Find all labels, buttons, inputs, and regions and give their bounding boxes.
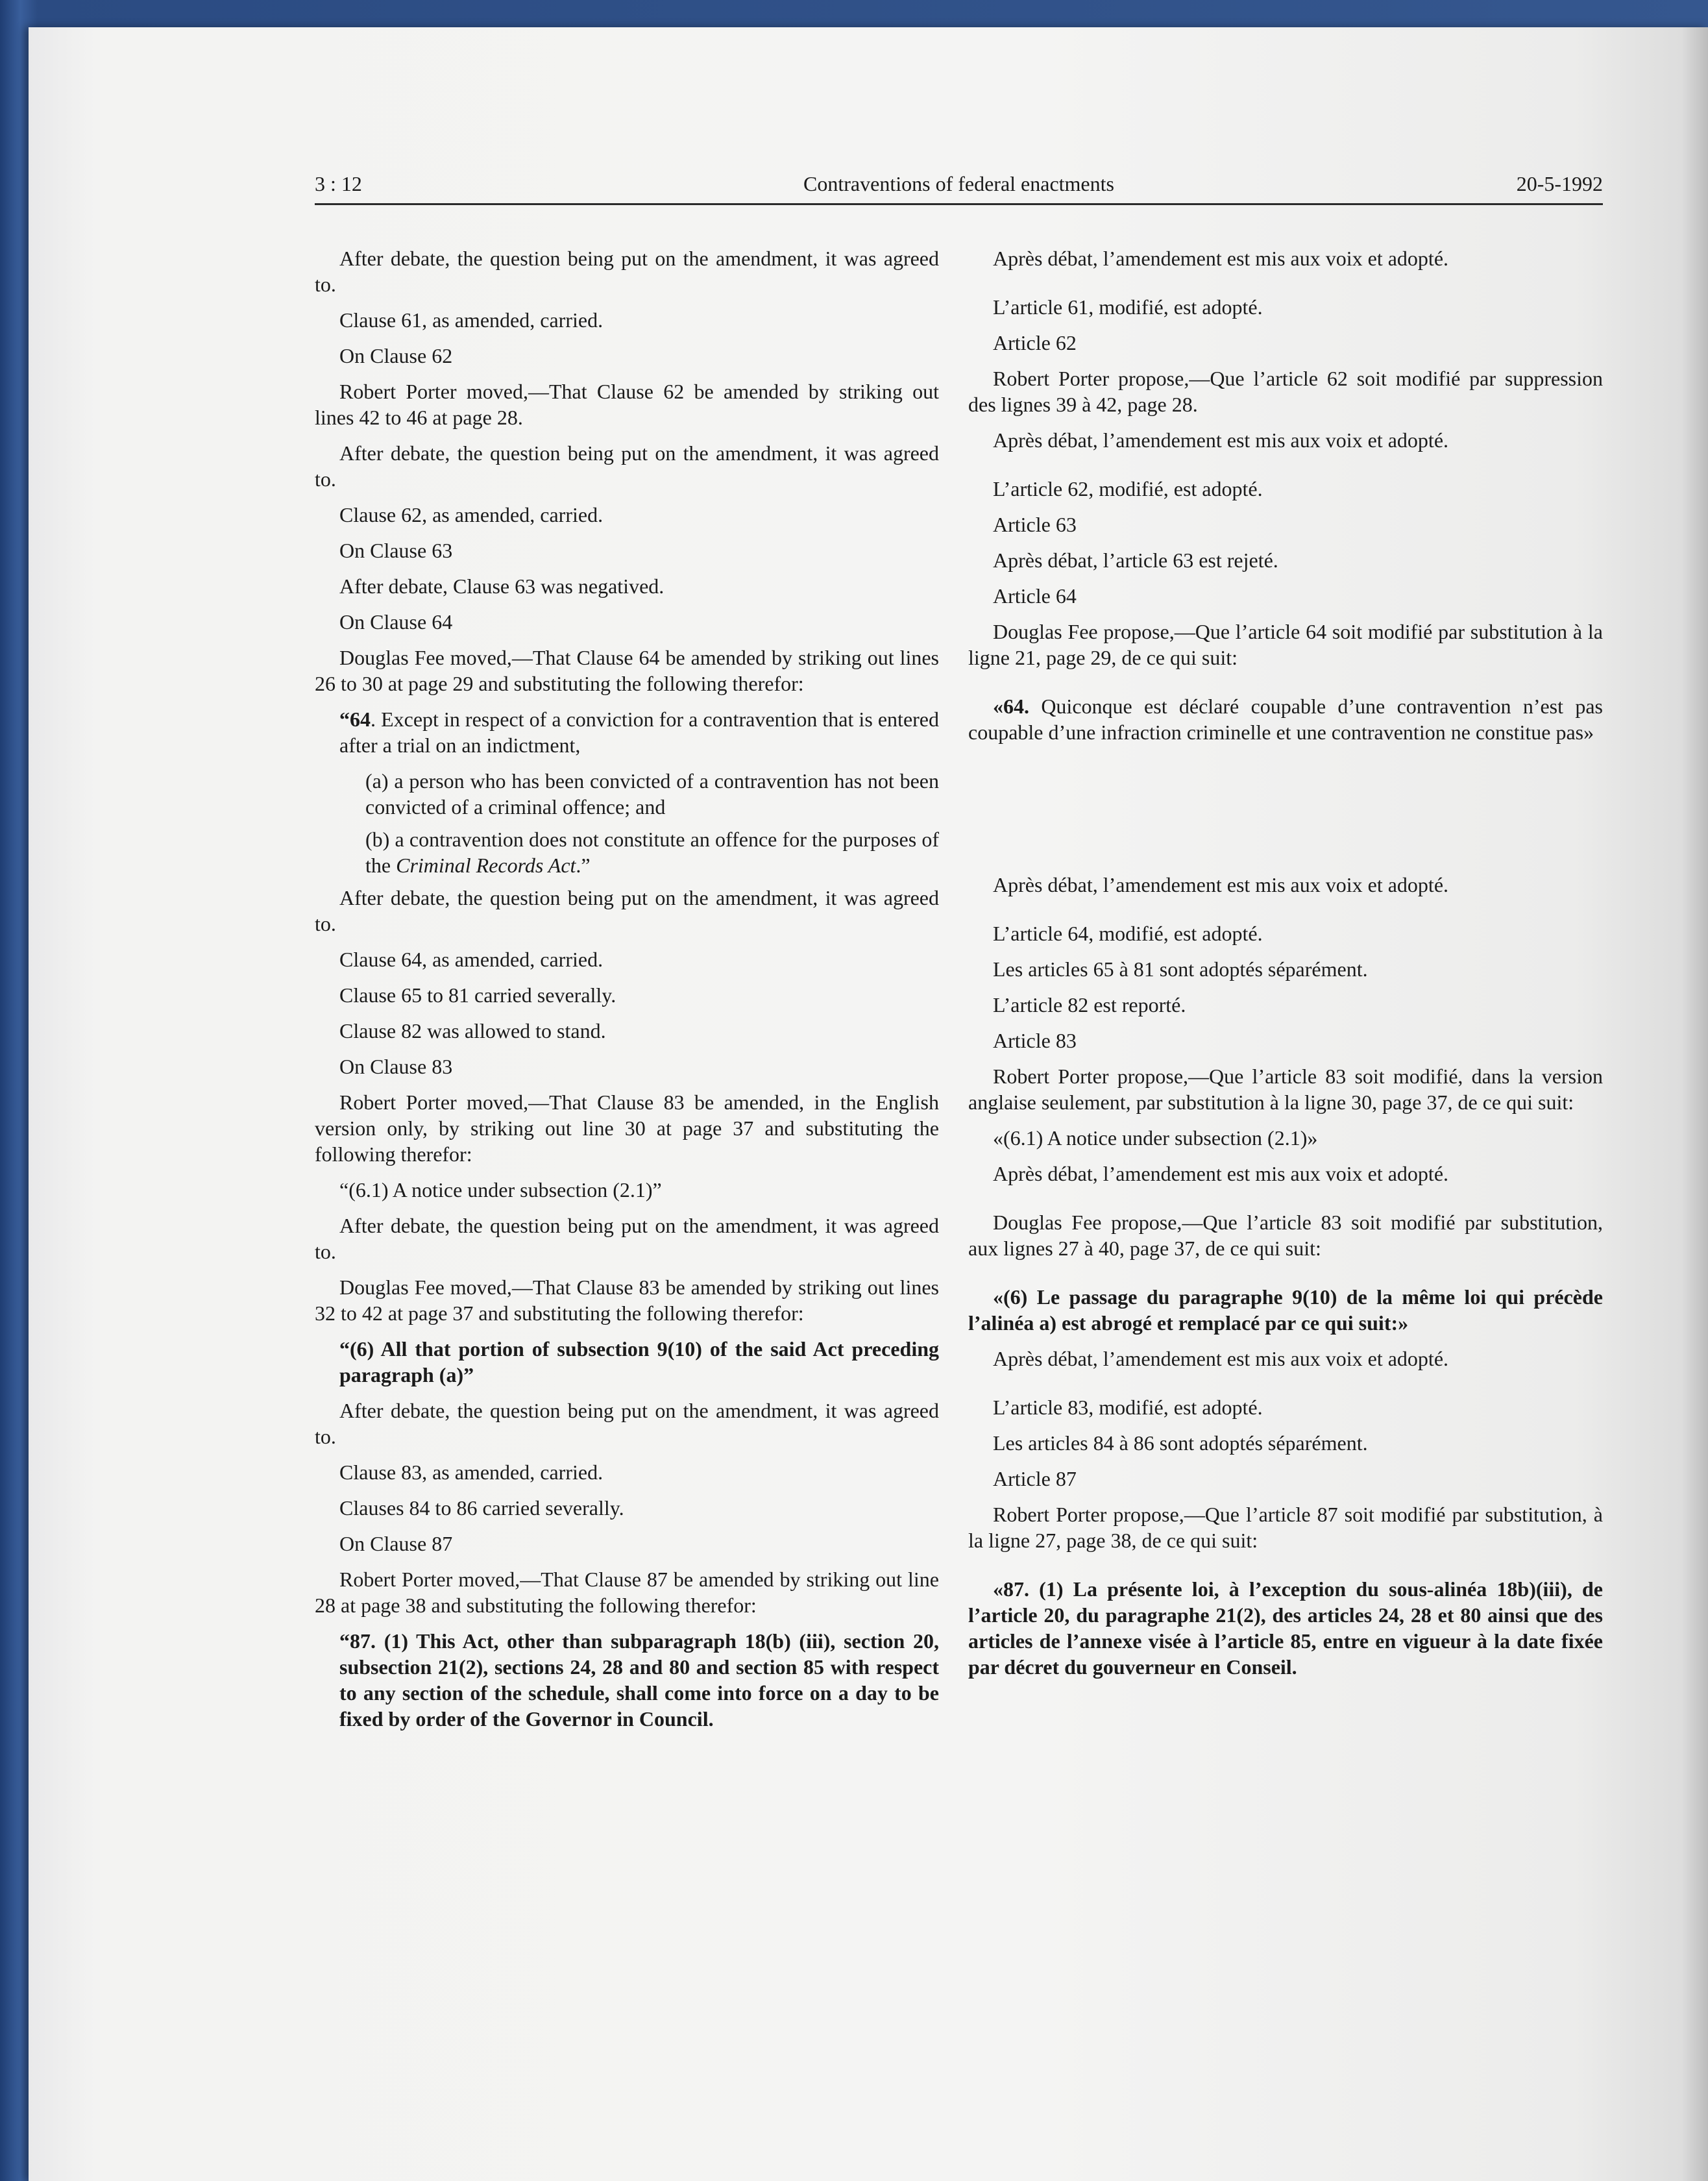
paragraph: Après débat, l’article 63 est rejeté. bbox=[993, 548, 1278, 572]
spacer bbox=[968, 680, 1603, 693]
motion: Robert Porter moved,—That Clause 83 be amended, in the English version only, by striking out line 30 at page 37 and substituting the following therefor: bbox=[315, 1090, 939, 1166]
amendment-text: «(6) Le passage du paragraphe 9(10) de la même loi qui précède l’alinéa a) est abrogé et remplacé par ce qui suit:» bbox=[968, 1285, 1603, 1335]
page-date: 20-5-1992 bbox=[1516, 172, 1603, 195]
amendment-text bbox=[339, 706, 939, 758]
page-number: 3 : 12 bbox=[315, 172, 362, 195]
paragraph: Après débat, l’amendement est mis aux voix et adopté. bbox=[993, 873, 1449, 896]
clause-heading: Article 83 bbox=[993, 1029, 1077, 1052]
paragraph: L’article 64, modifié, est adopté. bbox=[993, 922, 1263, 945]
paragraph: Clauses 84 to 86 carried severally. bbox=[339, 1496, 624, 1520]
paragraph: L’article 83, modifié, est adopté. bbox=[993, 1396, 1263, 1419]
amendment-paragraph-b bbox=[365, 826, 939, 878]
french-column bbox=[968, 245, 1603, 1690]
paragraph: Après débat, l’amendement est mis aux voix et adopté. bbox=[993, 247, 1449, 270]
motion: Robert Porter propose,—Que l’article 83 soit modifié, dans la version anglaise seulement, par substitution à la ligne 30, page 37, de ce qui suit: bbox=[968, 1065, 1603, 1114]
paragraph: Les articles 84 à 86 sont adoptés séparément. bbox=[993, 1431, 1368, 1455]
motion: Robert Porter propose,—Que l’article 62 soit modifié par suppression des lignes 39 à 42, page 28. bbox=[968, 367, 1603, 416]
motion: Douglas Fee propose,—Que l’article 83 soit modifié par substitution, aux lignes 27 à 40, page 37, de ce qui suit: bbox=[968, 1211, 1603, 1260]
amendment-text: «87. (1) La présente loi, à l’exception du sous-alinéa 18b)(iii), de l’article 20, du paragraphe 21(2), des articles 24, 28 et 80 ainsi que des articles de l’annexe visée à l’article 85, entre en vigueur à la date fixée par décret du gouverneur en Conseil. bbox=[968, 1577, 1603, 1679]
spacer bbox=[968, 1563, 1603, 1576]
paragraph: After debate, the question being put on the amendment, it was agreed to. bbox=[315, 1214, 939, 1263]
paragraph: Après débat, l’amendement est mis aux voix et adopté. bbox=[993, 1347, 1449, 1370]
paragraph: After debate, the question being put on the amendment, it was agreed to. bbox=[315, 247, 939, 296]
page-edge bbox=[1682, 27, 1708, 2181]
spacer bbox=[968, 1196, 1603, 1209]
motion: Robert Porter moved,—That Clause 62 be amended by striking out lines 42 to 46 at page 28. bbox=[315, 380, 939, 429]
paragraph: Les articles 65 à 81 sont adoptés séparément. bbox=[993, 957, 1368, 981]
running-title: Contraventions of federal enactments bbox=[803, 172, 1114, 195]
clause-heading: On Clause 83 bbox=[339, 1055, 453, 1078]
spacer bbox=[968, 1271, 1603, 1284]
paragraph: Clause 64, as amended, carried. bbox=[339, 948, 604, 971]
spacer bbox=[968, 281, 1603, 294]
spacer bbox=[968, 1381, 1603, 1394]
paragraph: Après débat, l’amendement est mis aux voix et adopté. bbox=[993, 1162, 1449, 1185]
spacer bbox=[968, 755, 1603, 872]
paragraph: Clause 62, as amended, carried. bbox=[339, 503, 604, 526]
paragraph: L’article 61, modifié, est adopté. bbox=[993, 295, 1263, 319]
clause-heading: Article 62 bbox=[993, 331, 1077, 354]
clause-heading: Article 63 bbox=[993, 513, 1077, 536]
motion: Douglas Fee moved,—That Clause 64 be amended by striking out lines 26 to 30 at page 29 and substituting the following therefor: bbox=[315, 646, 939, 695]
amendment-text: “(6.1) A notice under subsection (2.1)” bbox=[339, 1178, 662, 1201]
amendment-paragraph-b-text: (b) a contravention does not constitute an offence for the purposes of the bbox=[365, 828, 939, 877]
english-column bbox=[315, 245, 939, 1742]
act-title: Criminal Records Act bbox=[396, 854, 576, 877]
spacer bbox=[968, 907, 1603, 920]
paragraph: After debate, the question being put on the amendment, it was agreed to. bbox=[315, 441, 939, 491]
paragraph: L’article 82 est reporté. bbox=[993, 993, 1186, 1017]
paragraph: After debate, Clause 63 was negatived. bbox=[339, 574, 665, 598]
paragraph: Clause 61, as amended, carried. bbox=[339, 308, 604, 332]
amendment-text bbox=[968, 693, 1603, 745]
amendment-text: “87. (1) This Act, other than subparagraph 18(b) (iii), section 20, subsection 21(2), sections 24, 28 and 80 and section 85 with respect to any section of the schedule, shall come into force on a day to be fixed by order of the Governor in Council. bbox=[339, 1629, 939, 1731]
clause-heading: On Clause 62 bbox=[339, 344, 453, 367]
motion: Robert Porter moved,—That Clause 87 be amended by striking out line 28 at page 38 and substituting the following therefor: bbox=[315, 1568, 939, 1617]
clause-heading: On Clause 63 bbox=[339, 539, 453, 562]
paragraph: Clause 83, as amended, carried. bbox=[339, 1460, 604, 1484]
page-header bbox=[315, 172, 1603, 205]
amendment-body: . Except in respect of a conviction for a contravention that is entered after a trial on an indictment, bbox=[339, 708, 939, 757]
amendment-number: “64 bbox=[339, 708, 371, 731]
clause-heading: Article 87 bbox=[993, 1467, 1077, 1490]
motion: Robert Porter propose,—Que l’article 87 soit modifié par substitution, à la ligne 27, page 38, de ce qui suit: bbox=[968, 1503, 1603, 1552]
spacer bbox=[968, 463, 1603, 476]
amendment-body: Quiconque est déclaré coupable d’une contravention n’est pas coupable d’une infraction criminelle et une contravention ne constitue pas» bbox=[968, 695, 1603, 744]
motion: Douglas Fee moved,—That Clause 83 be amended by striking out lines 32 to 42 at page 37 and substituting the following therefor: bbox=[315, 1275, 939, 1325]
amendment-text: “(6) All that portion of subsection 9(10) of the said Act preceding paragraph (a)” bbox=[339, 1337, 939, 1386]
amendment-number: «64. bbox=[993, 695, 1029, 718]
clause-heading: Article 64 bbox=[993, 584, 1077, 608]
amendment-paragraph-a: (a) a person who has been convicted of a contravention has not been convicted of a criminal offence; and bbox=[365, 769, 939, 819]
clause-heading: On Clause 64 bbox=[339, 610, 453, 634]
paragraph: Clause 65 to 81 carried severally. bbox=[339, 983, 616, 1007]
amendment-paragraph-b-end: .” bbox=[576, 854, 591, 877]
paragraph: After debate, the question being put on the amendment, it was agreed to. bbox=[315, 1399, 939, 1448]
amendment-text: «(6.1) A notice under subsection (2.1)» bbox=[993, 1126, 1318, 1150]
motion: Douglas Fee propose,—Que l’article 64 soit modifié par substitution à la ligne 21, page 29, de ce qui suit: bbox=[968, 620, 1603, 669]
paragraph: L’article 62, modifié, est adopté. bbox=[993, 477, 1263, 500]
paragraph: After debate, the question being put on the amendment, it was agreed to. bbox=[315, 886, 939, 935]
paragraph: Après débat, l’amendement est mis aux voix et adopté. bbox=[993, 428, 1449, 452]
paragraph: Clause 82 was allowed to stand. bbox=[339, 1019, 606, 1042]
clause-heading: On Clause 87 bbox=[339, 1532, 453, 1555]
